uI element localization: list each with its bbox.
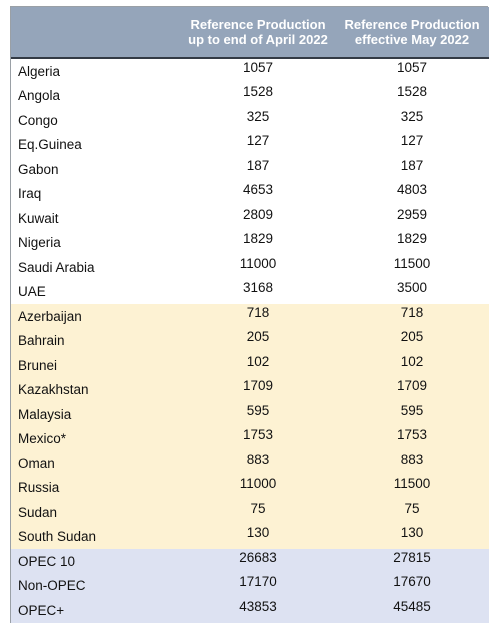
value-up-to-april-2022: 1829: [242, 231, 274, 247]
header-up-to-april-2022: Reference Production up to end of April 2022: [181, 7, 335, 58]
value-up-to-april-2022: 325: [246, 108, 270, 124]
value-effective-may-2022: 3500: [396, 280, 428, 296]
country-name: Congo: [11, 108, 181, 133]
value-effective-may-2022: 75: [404, 500, 420, 516]
country-name: Mexico*: [11, 427, 181, 452]
value-up-to-april-2022: 43853: [239, 598, 277, 614]
value-up-to-april-2022: 11000: [239, 255, 277, 271]
country-name: Iraq: [11, 182, 181, 207]
total-row: [11, 549, 489, 574]
value-effective-may-2022: 595: [400, 402, 424, 418]
value-effective-may-2022: 17670: [393, 574, 431, 590]
total-row: [11, 598, 489, 623]
value-effective-may-2022: 1829: [396, 231, 428, 247]
reference-production-table: [11, 7, 489, 623]
value-up-to-april-2022: 205: [246, 329, 270, 345]
value-effective-may-2022: 205: [400, 329, 424, 345]
value-up-to-april-2022: 127: [246, 133, 270, 149]
value-up-to-april-2022: 187: [246, 157, 270, 173]
value-up-to-april-2022: 4653: [242, 182, 274, 198]
opec-country-row: [11, 206, 489, 231]
non-opec-country-row: [11, 427, 489, 452]
country-name: Malaysia: [11, 402, 181, 427]
country-name: Non-OPEC: [11, 574, 181, 599]
country-name: Eq.Guinea: [11, 133, 181, 158]
value-effective-may-2022: 1057: [396, 59, 428, 75]
country-name: Sudan: [11, 500, 181, 525]
non-opec-country-row: [11, 304, 489, 329]
value-up-to-april-2022: 1528: [242, 84, 274, 100]
value-effective-may-2022: 11500: [393, 255, 431, 271]
country-name: Oman: [11, 451, 181, 476]
value-up-to-april-2022: 1709: [242, 378, 274, 394]
country-name: Nigeria: [11, 231, 181, 256]
opec-country-row: [11, 84, 489, 109]
country-name: South Sudan: [11, 525, 181, 550]
non-opec-country-row: [11, 353, 489, 378]
non-opec-country-row: [11, 329, 489, 354]
table-body: [11, 58, 489, 623]
value-effective-may-2022: 1528: [396, 84, 428, 100]
production-table-container: [10, 6, 488, 623]
country-name: OPEC 10: [11, 549, 181, 574]
country-name: Kuwait: [11, 206, 181, 231]
country-name: Gabon: [11, 157, 181, 182]
non-opec-country-row: [11, 525, 489, 550]
table-header-row: [11, 7, 489, 58]
value-effective-may-2022: 27815: [393, 549, 431, 565]
country-name: Brunei: [11, 353, 181, 378]
value-up-to-april-2022: 1057: [242, 59, 274, 75]
country-name: Azerbaijan: [11, 304, 181, 329]
country-name: UAE: [11, 280, 181, 305]
value-effective-may-2022: 1753: [396, 427, 428, 443]
opec-country-row: [11, 182, 489, 207]
country-name: OPEC+: [11, 598, 181, 623]
country-name: Russia: [11, 476, 181, 501]
country-name: Kazakhstan: [11, 378, 181, 403]
non-opec-country-row: [11, 500, 489, 525]
value-effective-may-2022: 102: [400, 353, 424, 369]
opec-country-row: [11, 157, 489, 182]
value-effective-may-2022: 1709: [396, 378, 428, 394]
value-effective-may-2022: 11500: [393, 476, 431, 492]
opec-country-row: [11, 231, 489, 256]
value-up-to-april-2022: 595: [246, 402, 270, 418]
value-effective-may-2022: 130: [400, 525, 424, 541]
total-row: [11, 574, 489, 599]
value-effective-may-2022: 4803: [396, 182, 428, 198]
non-opec-country-row: [11, 378, 489, 403]
opec-country-row: [11, 280, 489, 305]
value-effective-may-2022: 325: [400, 108, 424, 124]
value-up-to-april-2022: 883: [246, 451, 270, 467]
value-up-to-april-2022: 3168: [242, 280, 274, 296]
value-effective-may-2022: 187: [400, 157, 424, 173]
country-name: Saudi Arabia: [11, 255, 181, 280]
non-opec-country-row: [11, 476, 489, 501]
opec-country-row: [11, 255, 489, 280]
opec-country-row: [11, 133, 489, 158]
value-effective-may-2022: 2959: [396, 206, 428, 222]
header-country: [11, 7, 181, 58]
value-effective-may-2022: 718: [400, 304, 424, 320]
country-name: Angola: [11, 84, 181, 109]
value-up-to-april-2022: 1753: [242, 427, 274, 443]
value-up-to-april-2022: 26683: [239, 549, 277, 565]
value-effective-may-2022: 45485: [393, 598, 431, 614]
country-name: Algeria: [11, 58, 181, 84]
country-name: Bahrain: [11, 329, 181, 354]
value-effective-may-2022: 127: [400, 133, 424, 149]
value-up-to-april-2022: 17170: [239, 574, 277, 590]
non-opec-country-row: [11, 402, 489, 427]
opec-country-row: [11, 108, 489, 133]
value-up-to-april-2022: 718: [246, 304, 270, 320]
opec-country-row: [11, 58, 489, 84]
value-up-to-april-2022: 2809: [242, 206, 274, 222]
value-up-to-april-2022: 75: [250, 500, 266, 516]
value-up-to-april-2022: 102: [246, 353, 270, 369]
non-opec-country-row: [11, 451, 489, 476]
value-up-to-april-2022: 11000: [239, 476, 277, 492]
header-effective-may-2022: Reference Production effective May 2022: [335, 7, 489, 58]
value-up-to-april-2022: 130: [246, 525, 270, 541]
value-effective-may-2022: 883: [400, 451, 424, 467]
